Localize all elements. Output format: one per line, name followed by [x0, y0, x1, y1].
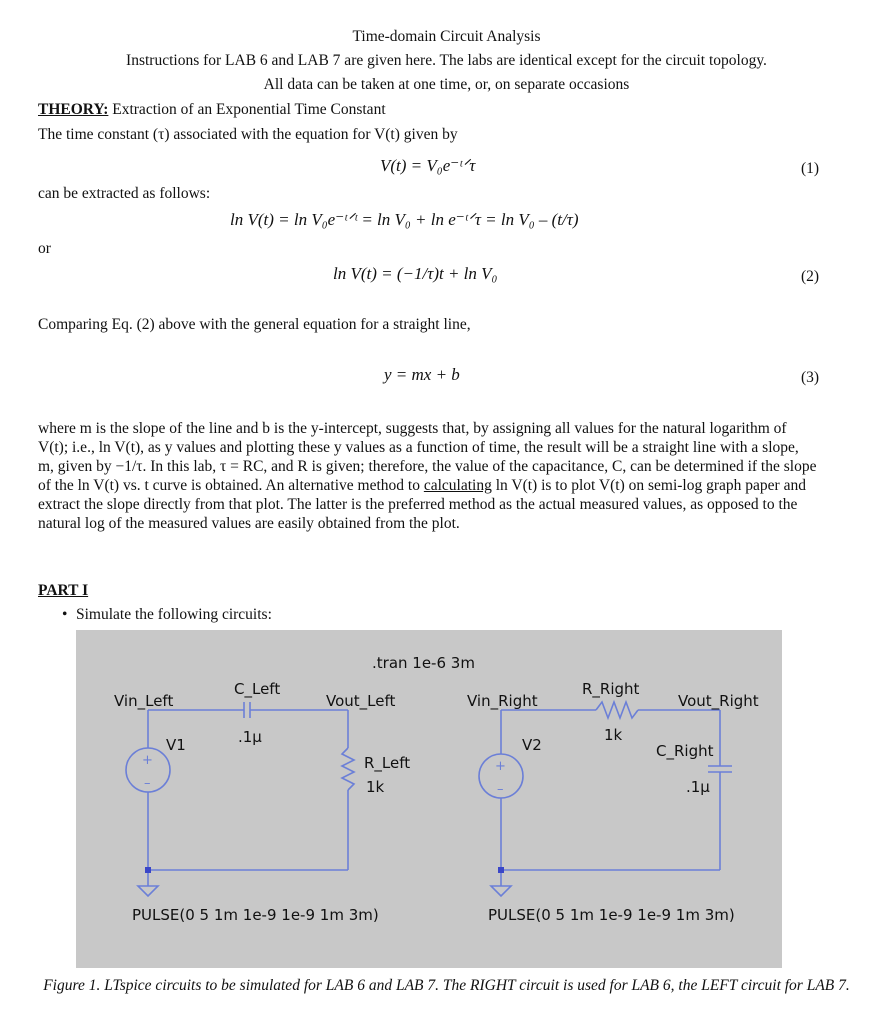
- comparing-text: Comparing Eq. (2) above with the general equation for a straight line,: [38, 316, 471, 333]
- label-r-right-value: 1k: [604, 726, 623, 744]
- label-r-left-value: 1k: [366, 778, 385, 796]
- label-c-right: C_Right: [656, 742, 714, 760]
- theory-heading-text: Extraction of an Exponential Time Constant: [108, 101, 386, 118]
- theory-label: THEORY:: [38, 101, 109, 118]
- part1-bullet-item: [62, 606, 272, 624]
- paragraph-underlined-word: calculating: [423, 477, 492, 494]
- label-pulse-right: PULSE(0 5 1m 1e-9 1e-9 1m 3m): [488, 906, 735, 924]
- label-vin-left: Vin_Left: [114, 692, 174, 710]
- v2-plus-sign: +: [495, 759, 506, 774]
- label-c-right-value: .1μ: [686, 778, 710, 796]
- figure-caption: Figure 1. LTspice circuits to be simulated for LAB 6 and LAB 7. The RIGHT circuit is used for LAB 6, the LEFT circuit for LAB 7.: [43, 977, 850, 994]
- label-pulse-left: PULSE(0 5 1m 1e-9 1e-9 1m 3m): [132, 906, 379, 924]
- ground-right-symbol: [491, 886, 511, 896]
- v1-plus-sign: +: [142, 753, 153, 768]
- or-text: or: [38, 240, 51, 257]
- paragraph-text-2: ln V(t) is to plot V(t) on semi-log graph paper and extract the slope directly from that plot. The latter is the preferred method as the actual measured values, as opposed to the natural log of the measured values are easily obtained from the plot.: [38, 477, 806, 532]
- instructions-line: Instructions for LAB 6 and LAB 7 are given here. The labs are identical except for the circuit topology.: [126, 52, 767, 69]
- data-note-line: All data can be taken at one time, or, on separate occasions: [263, 76, 630, 93]
- ground-left-symbol: [138, 886, 158, 896]
- theory-paragraph: [38, 419, 818, 533]
- r-right-zigzag: [596, 702, 638, 718]
- equation-3: y = mx + b: [384, 365, 460, 384]
- label-c-left-value: .1μ: [238, 728, 262, 746]
- r-left-zigzag: [342, 748, 354, 790]
- bullet-icon: •: [62, 606, 68, 623]
- tran-directive: .tran 1e-6 3m: [372, 654, 475, 672]
- v2-minus-sign: –: [497, 782, 504, 797]
- v1-minus-sign: –: [144, 776, 151, 791]
- node-dot-right: [498, 867, 504, 873]
- label-vout-left: Vout_Left: [326, 692, 396, 710]
- label-v2: V2: [522, 736, 542, 754]
- label-vin-right: Vin_Right: [467, 692, 538, 710]
- node-dot-left: [145, 867, 151, 873]
- equation-2-number: (2): [800, 268, 820, 285]
- ltspice-schematic: [76, 630, 782, 968]
- paragraph-text-1: where m is the slope of the line and b is the y-intercept, suggests that, by assigning all values for the natural logarithm of V(t); i.e., ln V(t), as y values and plotting these y values as a function of time, the result will be a straight line with a slope, m, given by −1/τ. In this lab, τ = RC, and R is given; therefore, the value of the capacitance, C, can be determined if the slope of the ln V(t) vs. t curve is obtained. An alternative method to: [38, 420, 817, 494]
- part1-heading: PART I: [38, 582, 89, 599]
- theory-heading: [38, 101, 386, 119]
- document-title: Time-domain Circuit Analysis: [352, 28, 541, 45]
- bullet-text: Simulate the following circuits:: [76, 606, 272, 623]
- equation-1: V(t) = V₀e⁻ᵗᐟτ: [380, 156, 476, 175]
- extract-text: can be extracted as follows:: [38, 185, 211, 202]
- label-r-left: R_Left: [364, 754, 411, 772]
- label-c-left: C_Left: [234, 680, 281, 698]
- label-vout-right: Vout_Right: [678, 692, 759, 710]
- theory-intro: The time constant (τ) associated with the equation for V(t) given by: [38, 126, 458, 143]
- equation-1-number: (1): [800, 160, 820, 177]
- equation-2: ln V(t) = (−1/τ)t + ln V₀: [333, 264, 498, 283]
- label-r-right: R_Right: [582, 680, 640, 698]
- equation-3-number: (3): [800, 369, 820, 386]
- equation-ln-expansion: ln V(t) = ln V₀e⁻ᵗᐟᵗ = ln V₀ + ln e⁻ᵗᐟτ = ln V₀ – (t/τ): [230, 210, 579, 229]
- label-v1: V1: [166, 736, 186, 754]
